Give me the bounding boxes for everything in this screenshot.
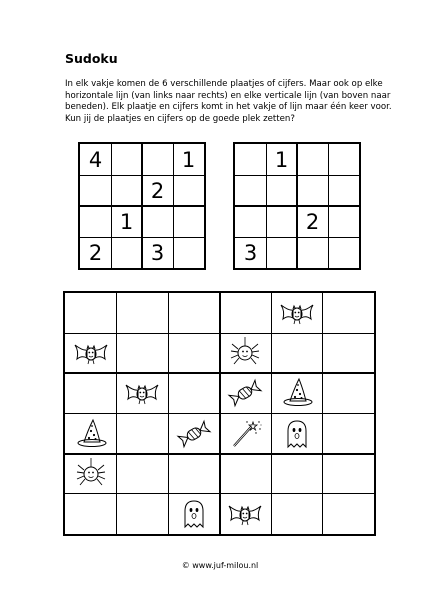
picture-cell[interactable]: [117, 373, 169, 413]
sudoku-cell[interactable]: 1: [119, 209, 134, 234]
picture-cell[interactable]: [271, 333, 323, 373]
picture-cell[interactable]: [220, 494, 272, 534]
sudoku-cell[interactable]: 1: [274, 147, 289, 172]
picture-cell[interactable]: [271, 414, 323, 454]
picture-cell[interactable]: [168, 414, 220, 454]
picture-cell[interactable]: [117, 333, 169, 373]
candy-icon: [225, 377, 265, 409]
picture-cell[interactable]: [65, 414, 117, 454]
instructions-text: In elk vakje komen de 6 verschillende plaatjes of cijfers. Maar ook op elke horizontale lijn (van links naar rechts) en elke verticale lijn (van boven naar beneden). Elk plaatje en cijfers komt in het vakje of lijn maar één keer voor. Kun jij de plaatjes en cijfers op de goede plek zetten?: [65, 79, 392, 124]
picture-cell[interactable]: [271, 293, 323, 333]
picture-cell[interactable]: [323, 454, 375, 494]
sudoku-4x4-grid-2: [233, 142, 361, 270]
picture-cell[interactable]: [65, 333, 117, 373]
sudoku-cell[interactable]: [111, 144, 142, 175]
picture-cell[interactable]: [323, 333, 375, 373]
picture-cell[interactable]: [168, 494, 220, 534]
sudoku-cell[interactable]: [297, 144, 328, 175]
sudoku-cell[interactable]: [266, 237, 297, 268]
picture-cell[interactable]: [271, 494, 323, 534]
sudoku-cell[interactable]: [142, 144, 173, 175]
sudoku-cell[interactable]: [80, 206, 111, 237]
picture-cell[interactable]: [168, 454, 220, 494]
witch-hat-icon: [71, 418, 111, 450]
sudoku-cell[interactable]: 3: [243, 240, 258, 265]
picture-cell[interactable]: [323, 293, 375, 333]
picture-cell[interactable]: [168, 293, 220, 333]
sudoku-cell[interactable]: [142, 206, 173, 237]
sudoku-cell[interactable]: 2: [88, 240, 103, 265]
picture-cell[interactable]: [323, 414, 375, 454]
bat-icon: [122, 377, 162, 409]
sudoku-cell[interactable]: [235, 206, 266, 237]
sudoku-cell[interactable]: [111, 237, 142, 268]
picture-cell[interactable]: [220, 454, 272, 494]
sudoku-cell[interactable]: [328, 144, 359, 175]
picture-cell[interactable]: [117, 293, 169, 333]
picture-cell[interactable]: [271, 454, 323, 494]
picture-cell[interactable]: [117, 454, 169, 494]
candy-icon: [174, 418, 214, 450]
sudoku-cell[interactable]: [266, 206, 297, 237]
sudoku-cell[interactable]: 4: [88, 147, 103, 172]
sudoku-cell[interactable]: 2: [305, 209, 320, 234]
bat-icon: [277, 297, 317, 329]
picture-cell[interactable]: [65, 494, 117, 534]
sudoku-cell[interactable]: [297, 237, 328, 268]
picture-cell[interactable]: [220, 293, 272, 333]
sudoku-4x4-grid-1: [78, 142, 206, 270]
sudoku-6x6-picture-grid: [63, 291, 376, 536]
spider-icon: [225, 337, 265, 369]
ghost-icon: [277, 418, 317, 450]
picture-cell[interactable]: [168, 373, 220, 413]
picture-cell[interactable]: [65, 454, 117, 494]
copyright-footer: © www.juf-milou.nl: [181, 561, 259, 570]
sudoku-cell[interactable]: [173, 237, 204, 268]
picture-cell[interactable]: [271, 373, 323, 413]
page-title: Sudoku: [65, 51, 118, 66]
ghost-icon: [174, 498, 214, 530]
sudoku-cell[interactable]: [173, 206, 204, 237]
spider-icon: [71, 458, 111, 490]
witch-hat-icon: [277, 377, 317, 409]
sudoku-cell[interactable]: [235, 175, 266, 206]
sudoku-cell[interactable]: [235, 144, 266, 175]
sudoku-cell[interactable]: [297, 175, 328, 206]
bat-icon: [225, 498, 265, 530]
sudoku-cell[interactable]: [173, 175, 204, 206]
sudoku-cell[interactable]: 3: [150, 240, 165, 265]
bat-icon: [71, 337, 111, 369]
sudoku-cell[interactable]: [328, 237, 359, 268]
magic-wand-icon: [225, 418, 265, 450]
sudoku-cell[interactable]: [328, 175, 359, 206]
sudoku-cell[interactable]: [80, 175, 111, 206]
picture-cell[interactable]: [220, 373, 272, 413]
sudoku-cell[interactable]: [111, 175, 142, 206]
sudoku-cell[interactable]: 1: [181, 147, 196, 172]
picture-cell[interactable]: [323, 494, 375, 534]
picture-cell[interactable]: [168, 333, 220, 373]
sudoku-cell[interactable]: [328, 206, 359, 237]
picture-cell[interactable]: [117, 494, 169, 534]
sudoku-cell[interactable]: [266, 175, 297, 206]
picture-cell[interactable]: [65, 373, 117, 413]
picture-cell[interactable]: [117, 414, 169, 454]
picture-cell[interactable]: [323, 373, 375, 413]
picture-cell[interactable]: [65, 293, 117, 333]
picture-cell[interactable]: [220, 414, 272, 454]
sudoku-cell[interactable]: 2: [150, 178, 165, 203]
picture-cell[interactable]: [220, 333, 272, 373]
